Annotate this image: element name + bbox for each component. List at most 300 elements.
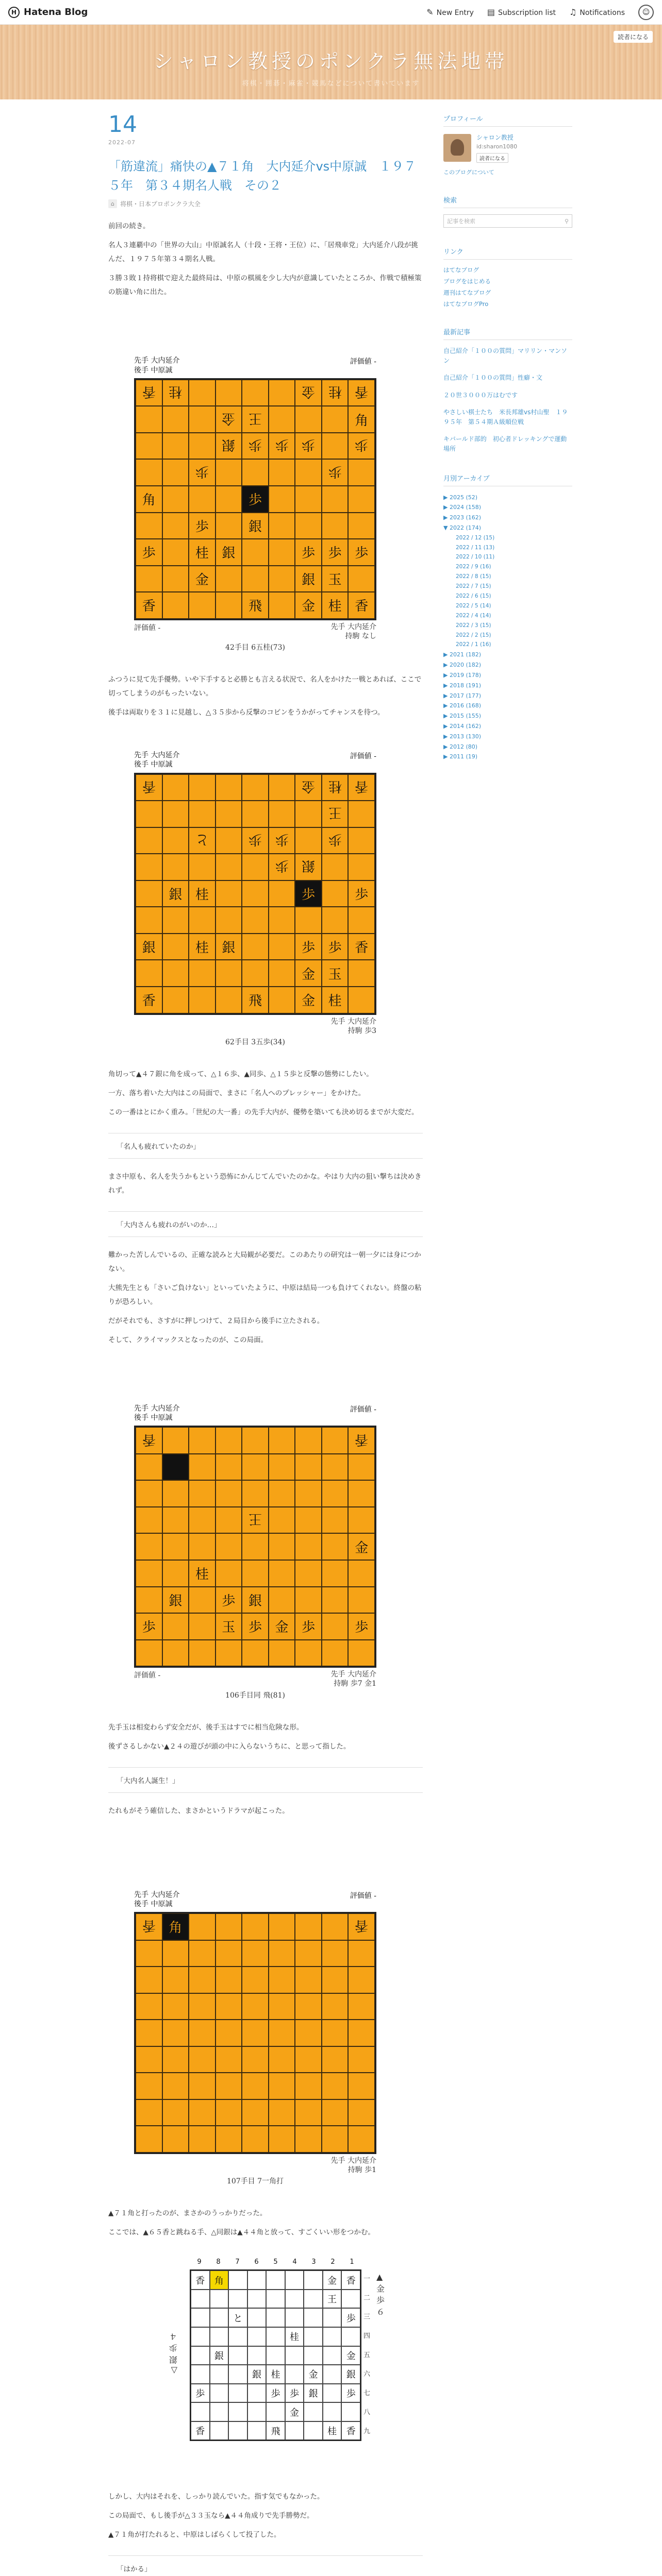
entry-date-day[interactable]: 14 bbox=[108, 111, 137, 138]
sente-hand: ▲ 金 歩 ６ bbox=[376, 2272, 385, 2317]
subscribe-button[interactable]: 読者になる bbox=[476, 153, 508, 163]
board-square bbox=[189, 1427, 216, 1454]
board-square: 香 bbox=[348, 592, 375, 619]
logo-text: Hatena Blog bbox=[24, 7, 88, 18]
mini-board-square: 金 bbox=[323, 2270, 342, 2290]
mini-board-square bbox=[266, 2402, 285, 2421]
board-square bbox=[136, 1640, 162, 1667]
mini-board-rows bbox=[363, 2269, 370, 2441]
board-square bbox=[269, 2099, 295, 2126]
board-square bbox=[242, 1913, 269, 1940]
archive-link[interactable]: 2022 / 11 (13) bbox=[456, 544, 495, 551]
search-input[interactable] bbox=[443, 214, 572, 228]
board-square bbox=[295, 2126, 322, 2153]
board-square bbox=[322, 854, 349, 880]
board-square bbox=[216, 380, 242, 406]
mini-board-square bbox=[191, 2365, 210, 2384]
board-square: 香 bbox=[136, 380, 162, 406]
board-square bbox=[269, 380, 295, 406]
board-square bbox=[242, 1560, 269, 1587]
module-title: 月別アーカイブ bbox=[443, 473, 572, 486]
archive-link[interactable]: 2022 / 7 (15) bbox=[456, 583, 491, 590]
board-square: 玉 bbox=[322, 566, 349, 592]
board-square bbox=[322, 513, 349, 539]
mini-board-square: 歩 bbox=[266, 2384, 285, 2403]
hatena-logo-icon: H bbox=[8, 7, 20, 18]
board-square bbox=[216, 1993, 242, 2020]
board-square bbox=[322, 1533, 349, 1560]
board-square bbox=[348, 1587, 375, 1614]
board-square bbox=[269, 486, 295, 513]
mini-board-square bbox=[210, 2327, 229, 2346]
blog-header bbox=[0, 25, 662, 99]
board-square bbox=[322, 1940, 349, 1967]
mini-board-square bbox=[304, 2346, 323, 2365]
board-square bbox=[322, 907, 349, 934]
board-square: 歩 bbox=[348, 539, 375, 566]
board-square bbox=[295, 1993, 322, 2020]
diagram-caption: 107手目 7一角打 bbox=[226, 2177, 284, 2186]
mini-board-square: 飛 bbox=[266, 2421, 285, 2441]
board-square bbox=[162, 566, 189, 592]
mini-board-square bbox=[341, 2327, 360, 2346]
blockquote: 「名人も疲れていたのか」 bbox=[108, 1133, 423, 1159]
board-square bbox=[242, 539, 269, 566]
board-square bbox=[348, 2020, 375, 2046]
paragraph: たれもがそう確信した、まさかというドラマが起こった。 bbox=[108, 1806, 289, 1815]
board-square bbox=[269, 1454, 295, 1481]
mini-board-square: 金 bbox=[285, 2402, 304, 2421]
board-square bbox=[162, 2126, 189, 2153]
board-square bbox=[322, 2126, 349, 2153]
mini-board-square: と bbox=[228, 2308, 247, 2327]
diagram-player-line: 後手 中原誠 bbox=[134, 366, 173, 375]
mini-board-square bbox=[285, 2421, 304, 2441]
board-square bbox=[136, 2126, 162, 2153]
mini-board-grid bbox=[190, 2269, 361, 2441]
board-square: と bbox=[189, 827, 216, 854]
blog-title[interactable]: シャロン教授のポンクラ無法地帯 bbox=[153, 50, 509, 73]
board-square bbox=[242, 1640, 269, 1667]
category-link[interactable]: 将棋・日本プロポンクラ大全 bbox=[120, 200, 201, 208]
paragraph: 後手は両取りを３１に見越し、△３５歩から反撃のコビンをうかがってチャンスを待つ。 bbox=[108, 708, 385, 717]
paragraph: 前回の続き。 bbox=[108, 222, 150, 231]
board-square: 桂 bbox=[162, 380, 189, 406]
board-square bbox=[322, 433, 349, 460]
mini-board-square: 王 bbox=[323, 2290, 342, 2309]
recent-entry-link[interactable]: 自己紹介「１００の質問」マリリン・マンソン bbox=[443, 347, 568, 365]
mini-board-square bbox=[266, 2327, 285, 2346]
board-square bbox=[216, 1507, 242, 1534]
board-square bbox=[348, 960, 375, 987]
board-square bbox=[269, 774, 295, 801]
board-square bbox=[216, 1967, 242, 1993]
archive-link[interactable]: 2022 / 8 (15) bbox=[456, 573, 491, 580]
paragraph: 名人３連覇中の「世界の大山」中原誠名人（十段・王将・王位）に、「居飛車党」大内延介八段が挑んだ、１９７５年第３４期名人戦。 bbox=[108, 241, 418, 264]
board-square bbox=[322, 880, 349, 907]
archive-link[interactable]: ▶ 2013 (130) bbox=[443, 733, 482, 740]
board-square bbox=[136, 1940, 162, 1967]
board-square bbox=[348, 459, 375, 486]
board-square bbox=[269, 1993, 295, 2020]
archive-link[interactable]: ▶ 2016 (168) bbox=[443, 702, 482, 709]
mini-board-square bbox=[285, 2290, 304, 2309]
about-link[interactable]: このブログについて bbox=[443, 169, 494, 176]
board-square bbox=[136, 1533, 162, 1560]
mini-board-square bbox=[210, 2384, 229, 2403]
mini-board-square bbox=[266, 2290, 285, 2309]
board-square bbox=[295, 1507, 322, 1534]
board-square: 歩 bbox=[242, 486, 269, 513]
board-square bbox=[162, 827, 189, 854]
board-square bbox=[162, 433, 189, 460]
paragraph: 後ずさるしかない▲２４の遊びが頭の中に入らないうちに、と思って指した。 bbox=[108, 1742, 351, 1751]
mini-board-square bbox=[247, 2384, 267, 2403]
board-square: 香 bbox=[136, 592, 162, 619]
pencil-icon: ✎ bbox=[426, 7, 434, 17]
board-square bbox=[322, 1454, 349, 1481]
board-square bbox=[242, 2046, 269, 2073]
recent-entry-link[interactable]: やさしい棋士たち 米長邦雄vs村山聖 １９９５年 第５４期Ａ級順位戦 bbox=[443, 408, 568, 426]
paragraph: まさ中原も、名人を失うかもという恐怖にかんじてんでいたのかな。やはり大内の狙い撃ちは決めきれず。 bbox=[108, 1172, 422, 1195]
board-square bbox=[136, 566, 162, 592]
archive-link[interactable]: ▶ 2012 (80) bbox=[443, 743, 478, 750]
user-avatar[interactable]: ☺ bbox=[638, 5, 654, 20]
diagram-caption: 62手目 3五歩(34) bbox=[225, 1038, 285, 1046]
board-square bbox=[242, 1967, 269, 1993]
board-square bbox=[189, 406, 216, 433]
mini-board-square bbox=[323, 2365, 342, 2384]
board-square bbox=[269, 2046, 295, 2073]
blockquote: 「はかる」 bbox=[108, 2555, 423, 2576]
paragraph: ここでは、▲６５香と跳ねる手、△同銀は▲４４角と放って、すごくいい形をつかむ。 bbox=[108, 2228, 375, 2237]
archive-link[interactable]: ▶ 2019 (178) bbox=[443, 671, 482, 679]
archive-link[interactable]: ▶ 2017 (177) bbox=[443, 692, 482, 699]
board-square bbox=[136, 880, 162, 907]
board-square bbox=[242, 1454, 269, 1481]
board-square bbox=[295, 827, 322, 854]
board-square: 金 bbox=[295, 380, 322, 406]
board-square bbox=[269, 1533, 295, 1560]
diagram-eval: 評価値 - bbox=[350, 358, 376, 366]
subscription-list-button[interactable] bbox=[487, 7, 556, 17]
mini-board-square bbox=[228, 2365, 247, 2384]
archive-link[interactable]: ▼ 2022 (174) bbox=[443, 524, 482, 531]
archive-link[interactable]: 2022 / 6 (15) bbox=[456, 593, 491, 600]
mini-board-square: 銀 bbox=[341, 2365, 360, 2384]
column-label: 7 bbox=[235, 2258, 240, 2266]
notifications-label: Notifications bbox=[580, 9, 625, 17]
mini-board-square: 歩 bbox=[341, 2308, 360, 2327]
archive-link[interactable]: ▶ 2024 (158) bbox=[443, 504, 482, 511]
profile-id[interactable]: id:sharon1080 bbox=[476, 143, 518, 150]
board-square bbox=[242, 1993, 269, 2020]
board-square bbox=[189, 907, 216, 934]
board-square bbox=[295, 459, 322, 486]
board-square bbox=[322, 2046, 349, 2073]
board-square bbox=[162, 1454, 189, 1481]
board-square bbox=[295, 1480, 322, 1507]
paragraph: ふつうに見て先手優勢。いや下手すると必勝とも言える状況で、名人をかけた一戦とあれば、ここで切ってしまうのがもったいない。 bbox=[108, 675, 422, 698]
board-square bbox=[242, 380, 269, 406]
archive-link[interactable]: 2022 / 2 (15) bbox=[456, 632, 491, 638]
sidebar-link[interactable]: 週刊はてなブログ bbox=[443, 289, 491, 296]
board-square: 銀 bbox=[136, 934, 162, 960]
column-label: 2 bbox=[330, 2258, 335, 2266]
mini-board-square bbox=[247, 2402, 267, 2421]
notifications-button[interactable] bbox=[569, 7, 625, 17]
tag-icon: ⌂ bbox=[108, 199, 117, 208]
new-entry-label: New Entry bbox=[436, 9, 474, 17]
board-square: 香 bbox=[348, 934, 375, 960]
board-square bbox=[136, 801, 162, 827]
board-square bbox=[162, 987, 189, 1013]
board-square: 桂 bbox=[189, 934, 216, 960]
global-bar bbox=[0, 0, 662, 25]
readers-button[interactable]: 読者になる bbox=[614, 31, 653, 43]
archive-link[interactable]: 2022 / 12 (15) bbox=[456, 534, 495, 541]
board-square bbox=[348, 1507, 375, 1534]
mini-board-square bbox=[285, 2308, 304, 2327]
mini-board-square: 歩 bbox=[191, 2384, 210, 2403]
board-square bbox=[189, 1454, 216, 1481]
sidebar-link[interactable]: ブログをはじめる bbox=[443, 278, 491, 285]
recent-entry-link[interactable]: ２０世３０００万はむです bbox=[443, 391, 518, 399]
profile-avatar[interactable] bbox=[443, 134, 471, 162]
board-square bbox=[322, 1507, 349, 1534]
board-square bbox=[189, 960, 216, 987]
board-square bbox=[295, 2073, 322, 2099]
board-square bbox=[216, 459, 242, 486]
board-square bbox=[136, 513, 162, 539]
board-square bbox=[189, 1967, 216, 1993]
board-square bbox=[216, 1913, 242, 1940]
mini-board-square bbox=[191, 2308, 210, 2327]
mini-board-square bbox=[228, 2346, 247, 2365]
board-square bbox=[136, 1967, 162, 1993]
board-square: 金 bbox=[295, 592, 322, 619]
mini-board-square bbox=[191, 2290, 210, 2309]
archive-link[interactable]: 2022 / 5 (14) bbox=[456, 602, 491, 609]
board-square bbox=[189, 1587, 216, 1614]
paragraph: 大熊先生とも「さいご負けない」といっていたように、中原は結局一つも負けてくれない。終盤の粘りが恐ろしい。 bbox=[108, 1283, 422, 1306]
sidebar-link[interactable]: はてなブログ bbox=[443, 266, 479, 274]
archive-link[interactable]: 2022 / 4 (14) bbox=[456, 612, 491, 619]
sidebar-link[interactable]: はてなブログPro bbox=[443, 300, 489, 308]
board-square bbox=[216, 1560, 242, 1587]
board-square: 玉 bbox=[216, 1613, 242, 1640]
board-square bbox=[269, 1587, 295, 1614]
archive-link[interactable]: 2022 / 3 (15) bbox=[456, 622, 491, 629]
board-square bbox=[216, 1454, 242, 1481]
board-square: 銀 bbox=[216, 433, 242, 460]
archive-link[interactable]: ▶ 2018 (191) bbox=[443, 682, 482, 689]
mini-board-square bbox=[304, 2327, 323, 2346]
board-square bbox=[295, 1640, 322, 1667]
board-square bbox=[216, 566, 242, 592]
board-square bbox=[136, 459, 162, 486]
board-square bbox=[162, 1560, 189, 1587]
board-square bbox=[216, 486, 242, 513]
board-square: 金 bbox=[295, 774, 322, 801]
paragraph: この一番はとにかく重み。「世紀の大一番」の先手大内が、優勢を築いても決め切るまでが大変だ。 bbox=[108, 1108, 419, 1116]
hatena-blog-logo[interactable] bbox=[8, 7, 88, 18]
board-square bbox=[295, 801, 322, 827]
board-square bbox=[189, 592, 216, 619]
board-square bbox=[216, 2073, 242, 2099]
shogi-board bbox=[134, 378, 376, 620]
board-square bbox=[162, 406, 189, 433]
archive-module bbox=[443, 473, 572, 762]
module-title: プロフィール bbox=[443, 113, 572, 127]
paragraph: ３勝３敗１持将棋で迎えた最終局は、中原の棋風を少し大内が意識していたところか、作戦で積極策の筋違い角に出た。 bbox=[108, 274, 422, 297]
board-square: 金 bbox=[295, 987, 322, 1013]
board-square: 桂 bbox=[189, 1560, 216, 1587]
profile-name[interactable]: シャロン教授 bbox=[476, 134, 514, 141]
board-square bbox=[189, 1640, 216, 1667]
board-square: 香 bbox=[348, 1913, 375, 1940]
subscription-list-label: Subscription list bbox=[498, 9, 556, 17]
row-label: 六 bbox=[363, 2370, 371, 2379]
board-square bbox=[162, 2046, 189, 2073]
paragraph: しかし、大内はそれを、しっかり読んでいた。指す気でもなかった。 bbox=[108, 2493, 324, 2501]
recent-entry-link[interactable]: キバールド部的 初心者ドレッキングで運動場所 bbox=[443, 435, 567, 453]
board-square: 歩 bbox=[216, 1587, 242, 1614]
row-label: 二 bbox=[363, 2294, 371, 2302]
board-square bbox=[348, 1940, 375, 1967]
mini-board-square bbox=[341, 2402, 360, 2421]
board-square bbox=[136, 1560, 162, 1587]
board-square bbox=[322, 1587, 349, 1614]
diagram-player-line: 先手 大内延介 bbox=[134, 1404, 180, 1413]
board-square: 銀 bbox=[162, 880, 189, 907]
board-square bbox=[162, 1940, 189, 1967]
paragraph: ▲７１角が打たれると、中原はしばらくして投了した。 bbox=[108, 2531, 281, 2539]
archive-link[interactable]: 2022 / 10 (11) bbox=[456, 554, 495, 561]
board-square bbox=[189, 433, 216, 460]
mini-board-columns bbox=[165, 2258, 382, 2266]
board-square bbox=[322, 1967, 349, 1993]
board-square bbox=[322, 1613, 349, 1640]
board-square: 角 bbox=[348, 406, 375, 433]
archive-link[interactable]: 2022 / 9 (16) bbox=[456, 564, 491, 570]
board-square: 歩 bbox=[136, 1613, 162, 1640]
shogi-board bbox=[134, 773, 376, 1015]
board-square: 歩 bbox=[189, 513, 216, 539]
blog-subtitle: 将棋・囲碁・麻雀・競馬などについて書いています bbox=[242, 80, 420, 88]
archive-link[interactable]: ▶ 2014 (162) bbox=[443, 722, 482, 730]
diagram-player-line: 先手 大内延介 bbox=[134, 751, 180, 760]
mini-board-square bbox=[266, 2308, 285, 2327]
board-square bbox=[242, 934, 269, 960]
board-square bbox=[269, 592, 295, 619]
archive-link[interactable]: ▶ 2011 (19) bbox=[443, 753, 478, 760]
board-square: 銀 bbox=[295, 854, 322, 880]
board-square: 香 bbox=[348, 774, 375, 801]
board-square: 歩 bbox=[136, 539, 162, 566]
board-square bbox=[269, 1940, 295, 1967]
board-square bbox=[162, 592, 189, 619]
board-square: 桂 bbox=[322, 380, 349, 406]
mini-board-square bbox=[323, 2402, 342, 2421]
entry-date-ym: 2022-07 bbox=[108, 139, 136, 146]
magnifier-icon[interactable]: ⚲ bbox=[564, 217, 569, 225]
mini-board-square bbox=[304, 2270, 323, 2290]
board-square: 玉 bbox=[322, 960, 349, 987]
board-square: 銀 bbox=[295, 566, 322, 592]
archive-link[interactable]: ▶ 2021 (182) bbox=[443, 651, 482, 658]
paragraph: この局面で、もし後手が△３３玉なら▲４４角成りで先手勝勢だ。 bbox=[108, 2512, 314, 2520]
board-square: 歩 bbox=[322, 827, 349, 854]
board-square bbox=[189, 1940, 216, 1967]
board-square: 銀 bbox=[216, 934, 242, 960]
mini-board-square bbox=[228, 2270, 247, 2290]
board-square bbox=[162, 459, 189, 486]
board-square bbox=[348, 2126, 375, 2153]
shogi-diagram bbox=[134, 356, 402, 652]
board-square bbox=[295, 1427, 322, 1454]
board-square bbox=[136, 1454, 162, 1481]
mini-board-square bbox=[266, 2270, 285, 2290]
board-square bbox=[348, 1993, 375, 2020]
blockquote: 「大内名人誕生！」 bbox=[108, 1767, 423, 1793]
board-square: 王 bbox=[242, 1507, 269, 1534]
diagram-eval: 評価値 - bbox=[350, 1891, 376, 1900]
archive-link[interactable]: ▶ 2015 (155) bbox=[443, 713, 482, 720]
board-square bbox=[269, 1480, 295, 1507]
module-title: 検索 bbox=[443, 195, 572, 208]
recent-entry-link[interactable]: 自己紹介「１００の質問」性癖・文 bbox=[443, 374, 543, 382]
board-square bbox=[348, 2046, 375, 2073]
archive-link[interactable]: ▶ 2023 (162) bbox=[443, 514, 482, 521]
board-square: 金 bbox=[295, 960, 322, 987]
board-square bbox=[162, 907, 189, 934]
board-square: 桂 bbox=[322, 592, 349, 619]
mini-board-square bbox=[285, 2270, 304, 2290]
entry-title[interactable]: 「筋違流」痛快の▲７１角 大内延介vs中原誠 １９７５年 第３４期名人戦 その２ bbox=[108, 159, 417, 193]
board-square: 歩 bbox=[242, 827, 269, 854]
board-square bbox=[269, 513, 295, 539]
mini-board-square bbox=[247, 2346, 267, 2365]
board-square: 王 bbox=[322, 801, 349, 827]
row-label: 三 bbox=[363, 2313, 371, 2321]
diagram-player-line: 後手 中原誠 bbox=[134, 1900, 173, 1908]
archive-link[interactable]: 2022 / 1 (16) bbox=[456, 641, 491, 648]
board-square bbox=[162, 539, 189, 566]
archive-link[interactable]: ▶ 2025 (52) bbox=[443, 494, 478, 501]
board-square bbox=[189, 380, 216, 406]
board-square: 角 bbox=[162, 1913, 189, 1940]
board-square bbox=[348, 801, 375, 827]
board-square bbox=[295, 1533, 322, 1560]
board-square bbox=[189, 1480, 216, 1507]
board-square bbox=[216, 774, 242, 801]
mini-board-square bbox=[304, 2308, 323, 2327]
mini-board-square: 香 bbox=[341, 2421, 360, 2441]
new-entry-button[interactable] bbox=[426, 7, 474, 17]
board-square bbox=[162, 1480, 189, 1507]
board-square bbox=[162, 934, 189, 960]
board-square bbox=[322, 1427, 349, 1454]
diagram-player-line: 後手 中原誠 bbox=[134, 760, 173, 769]
board-square bbox=[348, 827, 375, 854]
column-label: 6 bbox=[254, 2258, 259, 2266]
board-square bbox=[216, 987, 242, 1013]
board-square bbox=[162, 513, 189, 539]
archive-link[interactable]: ▶ 2020 (182) bbox=[443, 662, 482, 669]
board-square bbox=[189, 774, 216, 801]
mini-board-square bbox=[266, 2346, 285, 2365]
